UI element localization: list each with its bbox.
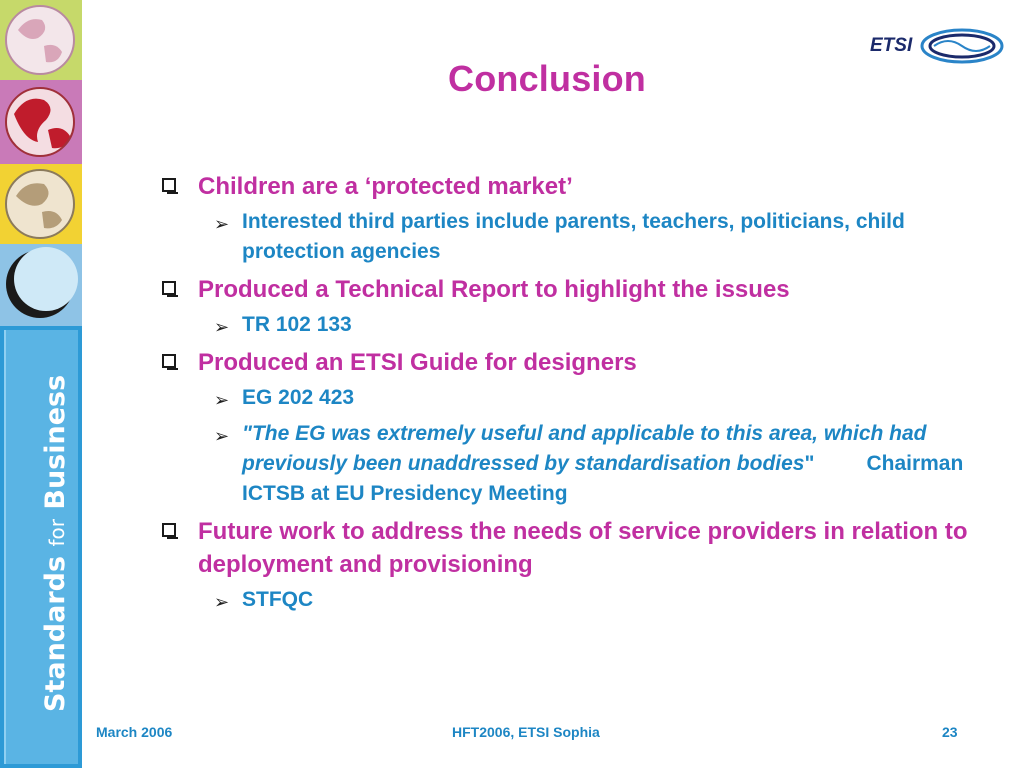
quote-text: "The EG was extremely useful and applicable to this area, which had previously been unaddressed by standardisation bodies: [242, 422, 927, 475]
sub-bullet-quote: [160, 419, 1010, 509]
brand-word-standards: Standards: [40, 546, 71, 712]
sub-bullet-text: EG 202 423: [242, 386, 355, 409]
bullet-text: Children are a ‘protected market’: [198, 173, 573, 200]
sub-bullet-text: TR 102 133: [242, 313, 352, 336]
brand-word-business: Business: [40, 374, 71, 520]
globe-image-blue: [0, 244, 82, 326]
sub-bullet-text: STFQC: [242, 588, 314, 611]
sub-bullet-tr-number: [160, 310, 1010, 340]
etsi-logo-text: ETSI: [870, 35, 913, 56]
hollow-square-icon: [162, 281, 176, 295]
footer-page-number: 23: [942, 724, 958, 740]
bullet-etsi-guide: [160, 346, 1010, 379]
bullet-text: Produced an ETSI Guide for designers: [198, 349, 637, 376]
bullet-text: Future work to address the needs of service providers in relation to deployment and provisioning: [198, 518, 968, 578]
hollow-square-icon: [162, 178, 176, 192]
bullet-text: Produced a Technical Report to highlight the issues: [198, 276, 790, 303]
globe-image-red: [0, 80, 82, 164]
arrow-bullet-icon: ➢: [214, 317, 230, 338]
sub-bullet-text: Interested third parties include parents, teachers, politicians, child protection agencies: [242, 210, 905, 263]
arrow-bullet-icon: ➢: [214, 426, 230, 447]
bullet-protected-market: [160, 170, 1010, 203]
globe-image-green: [0, 0, 82, 80]
hollow-square-icon: [162, 354, 176, 368]
sidebar: [0, 0, 82, 768]
footer-event: HFT2006, ETSI Sophia: [452, 724, 600, 740]
quote-attribution: Chairman ICTSB at EU Presidency Meeting: [242, 452, 964, 505]
quote-close-mark: ": [804, 452, 815, 475]
sub-bullet-third-parties: [160, 207, 1010, 267]
arrow-bullet-icon: ➢: [214, 214, 230, 235]
sub-bullet-stfqc: [160, 585, 1010, 615]
globe-tile-green: [0, 0, 82, 80]
globe-image-tan: [0, 164, 82, 244]
arrow-bullet-icon: ➢: [214, 390, 230, 411]
globe-tile-pink: [0, 80, 82, 164]
bullet-technical-report: [160, 273, 1010, 306]
hollow-square-icon: [162, 523, 176, 537]
sub-bullet-eg-number: [160, 383, 1010, 413]
bullet-future-work: [160, 515, 1010, 581]
slide-title: Conclusion: [448, 58, 646, 99]
footer-date: March 2006: [96, 724, 173, 740]
standards-for-business-text: [40, 372, 71, 712]
brand-word-for: for: [45, 519, 69, 547]
globe-tile-yellow: [0, 164, 82, 244]
globe-tile-blue: [0, 244, 82, 326]
arrow-bullet-icon: ➢: [214, 592, 230, 613]
slide-content: [160, 170, 1010, 621]
